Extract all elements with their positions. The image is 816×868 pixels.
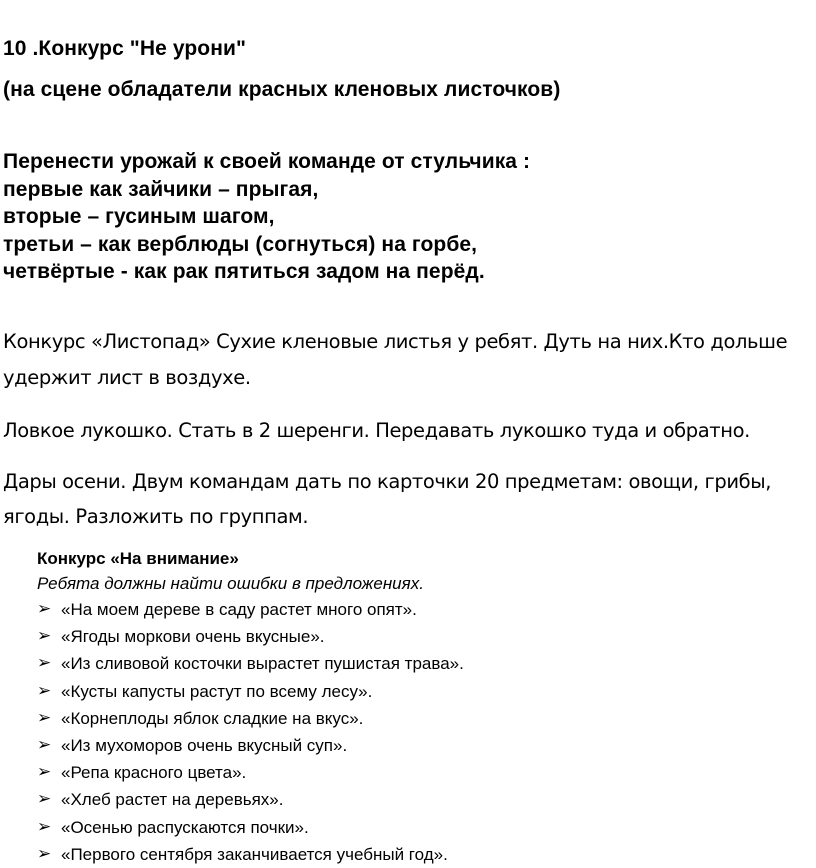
list-item-text: «Из сливовой косточки вырастет пушистая трава». [61, 654, 464, 674]
dary-text: Дары осени. Двум командам дать по карточки 20 предметам: овощи, грибы, [3, 470, 772, 493]
list-item-text: «Первого сентября заканчивается учебный год». [61, 844, 448, 864]
list-item-text: «Ягоды моркови очень вкусные». [61, 627, 325, 647]
contest-title: 10 .Конкурс "Не урони" [3, 37, 247, 60]
arrow-bullet-icon: ➢ [37, 707, 52, 728]
list-item [37, 732, 464, 759]
instruction-line: Перенести урожай к своей команде от стульчика : [3, 150, 531, 173]
list-item [37, 650, 464, 677]
instruction-line: третьи – как верблюды (согнуться) на горбе, [3, 233, 478, 256]
list-item [37, 705, 464, 732]
arrow-bullet-icon: ➢ [37, 789, 52, 810]
list-item-text: «На моем дереве в саду растет много опят». [61, 600, 417, 619]
list-item [37, 596, 464, 623]
list-item [37, 623, 464, 650]
list-item-text: «Корнеплоды яблок сладкие на вкус». [61, 708, 364, 728]
list-item-text: «Кусты капусты растут по всему лесу». [61, 681, 373, 701]
instruction-line: вторые – гусиным шагом, [3, 205, 275, 228]
list-item [37, 841, 464, 868]
list-item [37, 786, 464, 813]
vnimanie-subtitle: Ребята должны найти ошибки в предложениях. [37, 574, 424, 593]
instruction-line: первые как зайчики – прыгая, [3, 178, 319, 201]
list-item-text: «Из мухоморов очень вкусный суп». [61, 735, 348, 755]
list-item [37, 678, 464, 705]
list-item [37, 814, 464, 841]
arrow-bullet-icon: ➢ [37, 626, 52, 647]
arrow-bullet-icon: ➢ [37, 734, 52, 755]
lukoshko-text: Ловкое лукошко. Стать в 2 шеренги. Передавать лукошко туда и обратно. [3, 419, 750, 442]
list-item-text: «Хлеб растет на деревьях». [61, 790, 284, 810]
arrow-bullet-icon: ➢ [37, 762, 52, 783]
list-item [37, 759, 464, 786]
listopad-text: удержит лист в воздухе. [3, 366, 251, 389]
arrow-bullet-icon: ➢ [37, 843, 52, 864]
arrow-bullet-icon: ➢ [37, 816, 52, 837]
listopad-text: Конкурс «Листопад» Сухие кленовые листья у ребят. Дуть на них.Кто дольше [3, 330, 788, 353]
error-sentence-list [37, 596, 464, 868]
arrow-bullet-icon: ➢ [37, 653, 52, 674]
instruction-line: четвёртые - как рак пятиться задом на перёд. [3, 260, 485, 283]
arrow-bullet-icon: ➢ [37, 599, 52, 619]
vnimanie-title: Конкурс «На внимание» [37, 549, 239, 568]
list-item-text: «Осенью распускаются почки». [61, 817, 309, 837]
dary-text: ягоды. Разложить по группам. [3, 505, 309, 528]
list-item-text: «Репа красного цвета». [61, 763, 247, 783]
arrow-bullet-icon: ➢ [37, 680, 52, 701]
contest-subtitle: (на сцене обладатели красных кленовых листочков) [3, 78, 561, 101]
